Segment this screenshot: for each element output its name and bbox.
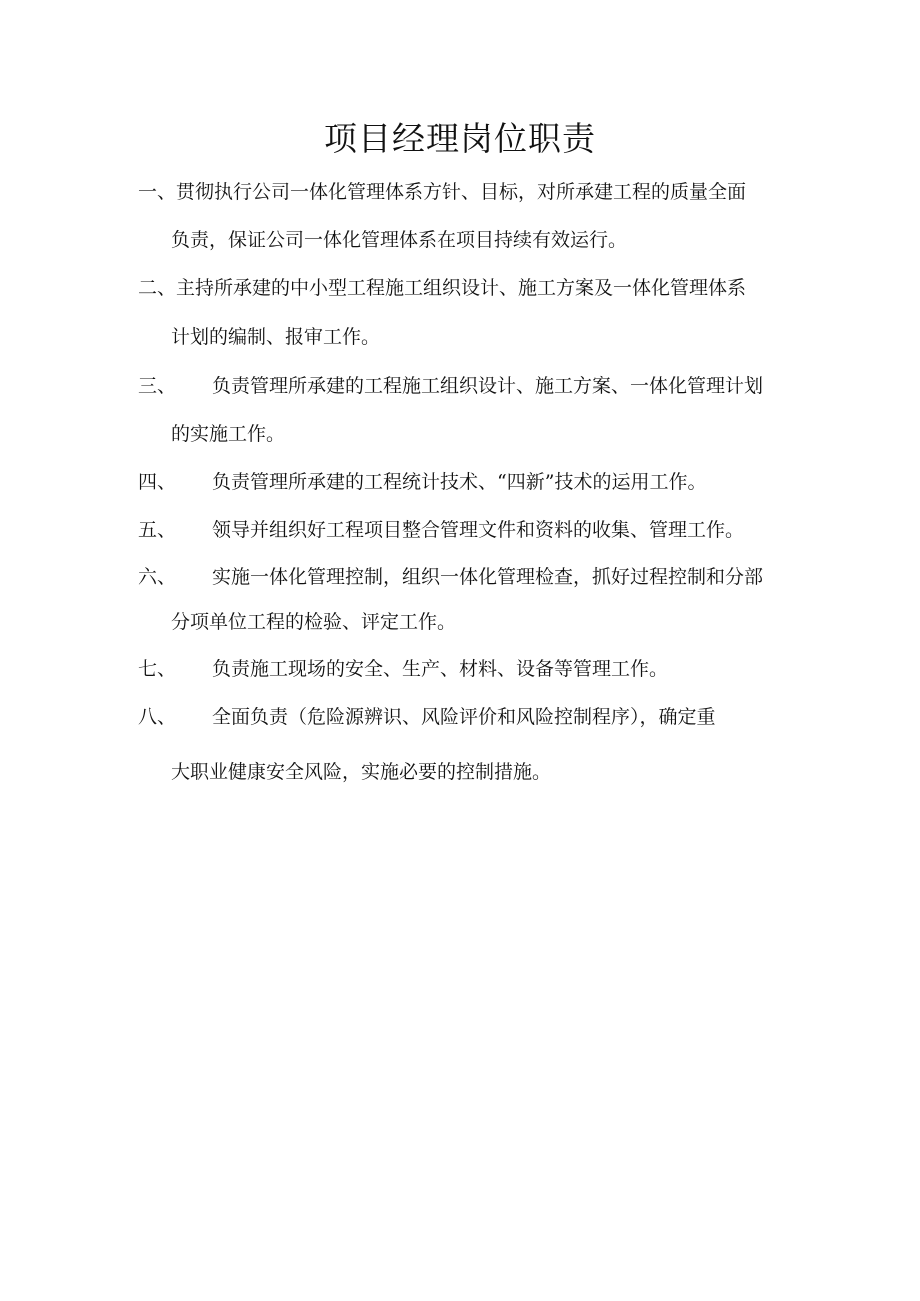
item-2-line-2: 计划的编制、报审工作。 [171, 326, 381, 348]
item-8-line-1 [138, 703, 788, 731]
item-2-text-line-1: 主持所承建的中小型工程施工组织设计、施工方案及一体化管理体系 [176, 277, 747, 299]
item-5-line-1 [138, 516, 788, 544]
document-title: 项目经理岗位职责 [324, 119, 596, 158]
item-7-number: 七、 [138, 658, 177, 680]
item-7-text-line-1: 负责施工现场的安全、生产、材料、设备等管理工作。 [212, 658, 669, 680]
item-1-number: 一、 [138, 181, 177, 203]
item-2-line-1 [138, 274, 788, 302]
item-6-line-1 [138, 563, 788, 591]
item-8-text-line-1: 全面负责（危险源辨识、风险评价和风险控制程序），确定重 [212, 706, 716, 728]
item-4-line-1 [138, 468, 788, 496]
item-4-number: 四、 [138, 471, 177, 493]
item-7-line-1 [138, 655, 788, 683]
item-5-number: 五、 [138, 519, 177, 541]
item-6-line-2: 分项单位工程的检验、评定工作。 [171, 611, 457, 633]
item-3-line-1 [138, 372, 788, 400]
item-3-line-2: 的实施工作。 [171, 423, 286, 445]
item-8-line-2: 大职业健康安全风险，实施必要的控制措施。 [171, 761, 552, 783]
item-1-line-2: 负责，保证公司一体化管理体系在项目持续有效运行。 [171, 229, 628, 251]
item-1-text-line-1: 贯彻执行公司一体化管理体系方针、目标，对所承建工程的质量全面 [176, 181, 747, 203]
item-3-number: 三、 [138, 375, 177, 397]
item-6-text-line-1: 实施一体化管理控制，组织一体化管理检查，抓好过程控制和分部 [212, 566, 764, 588]
item-5-text-line-1: 领导并组织好工程项目整合管理文件和资料的收集、管理工作。 [212, 519, 745, 541]
item-3-text-line-1: 负责管理所承建的工程施工组织设计、施工方案、一体化管理计划 [212, 375, 764, 397]
item-6-number: 六、 [138, 566, 177, 588]
item-1-line-1 [138, 178, 788, 206]
item-4-text-line-1: 负责管理所承建的工程统计技术、“四新”技术的运用工作。 [212, 471, 707, 493]
item-2-number: 二、 [138, 277, 177, 299]
item-8-number: 八、 [138, 706, 177, 728]
